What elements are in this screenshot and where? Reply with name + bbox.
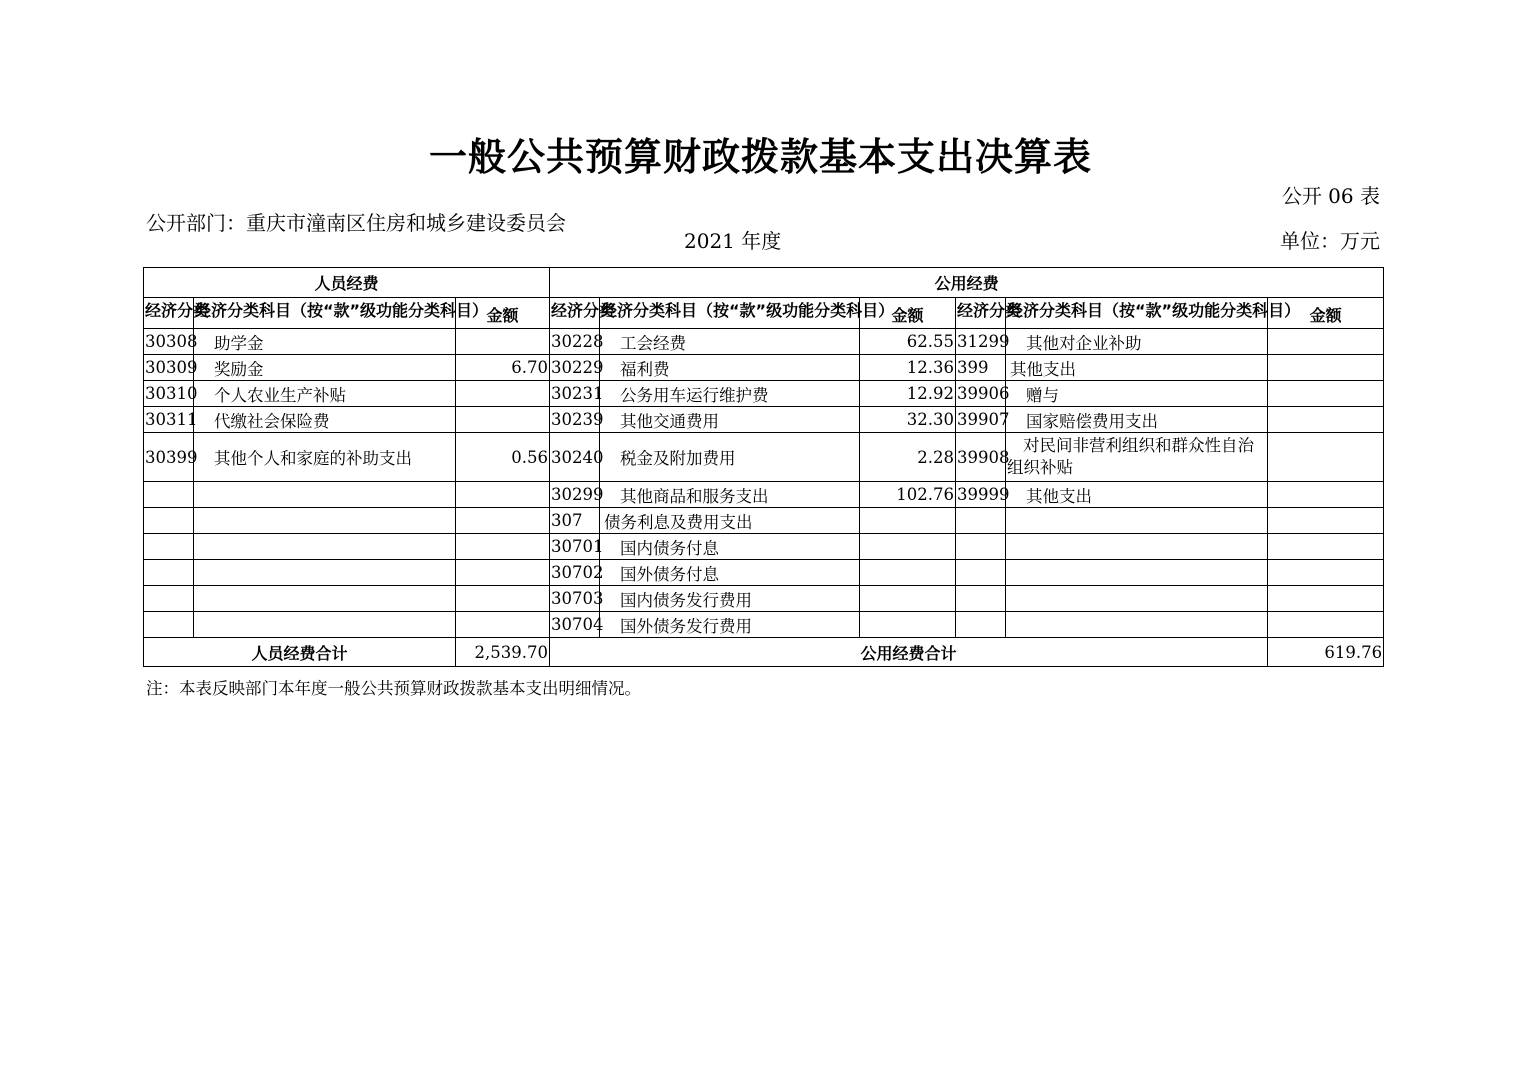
code-cell (144, 586, 194, 612)
code-cell (144, 612, 194, 638)
year-label: 2021 年度 (684, 229, 782, 253)
table-row (144, 612, 1384, 638)
unit-label: 单位：万元 (1280, 229, 1380, 253)
code-cell: 39908 (956, 433, 1006, 482)
public-total-label: 公用经费合计 (550, 638, 1268, 667)
name-cell: 国内债务发行费用 (600, 586, 860, 612)
name-cell (1006, 560, 1268, 586)
amount-cell (1268, 355, 1384, 381)
code-cell: 30701 (550, 534, 600, 560)
table-row (144, 508, 1384, 534)
table-row (144, 482, 1384, 508)
amount-cell: 6.70 (456, 355, 550, 381)
name-cell: 福利费 (600, 355, 860, 381)
code-cell (144, 534, 194, 560)
name-cell (1006, 586, 1268, 612)
page-title: 一般公共预算财政拨款基本支出决算表 (428, 135, 1092, 179)
column-header-code: 经济分类 (144, 298, 194, 329)
table-row (144, 355, 1384, 381)
amount-cell (860, 586, 956, 612)
amount-cell (456, 381, 550, 407)
amount-cell (1268, 329, 1384, 355)
totals-row (144, 638, 1384, 667)
table-row (144, 329, 1384, 355)
public-total-value: 619.76 (1268, 638, 1384, 667)
column-header-name: 经济分类科目（按“款”级功能分类科目） (1006, 298, 1268, 329)
name-cell (1006, 534, 1268, 560)
code-cell: 30228 (550, 329, 600, 355)
code-cell: 30309 (144, 355, 194, 381)
name-cell: 代缴社会保险费 (194, 407, 456, 433)
personnel-total-label: 人员经费合计 (144, 638, 456, 667)
code-cell: 30231 (550, 381, 600, 407)
name-cell: 其他交通费用 (600, 407, 860, 433)
column-header-amount: 金额 (456, 298, 550, 329)
name-cell (1006, 508, 1268, 534)
name-cell: 税金及附加费用 (600, 433, 860, 482)
amount-cell (1268, 508, 1384, 534)
personnel-total-value: 2,539.70 (456, 638, 550, 667)
amount-cell (1268, 433, 1384, 482)
code-cell: 30703 (550, 586, 600, 612)
code-cell: 39999 (956, 482, 1006, 508)
name-cell: 国家赔偿费用支出 (1006, 407, 1268, 433)
group-header-public: 公用经费 (550, 268, 1384, 298)
amount-cell (860, 560, 956, 586)
amount-cell: 0.56 (456, 433, 550, 482)
column-header-name: 经济分类科目（按“款”级功能分类科目） (600, 298, 860, 329)
amount-cell (456, 586, 550, 612)
code-cell: 39906 (956, 381, 1006, 407)
code-cell: 31299 (956, 329, 1006, 355)
column-header-code: 经济分类 (550, 298, 600, 329)
amount-cell (1268, 482, 1384, 508)
code-cell: 399 (956, 355, 1006, 381)
name-cell (194, 586, 456, 612)
name-cell: 公务用车运行维护费 (600, 381, 860, 407)
name-cell: 其他支出 (1006, 482, 1268, 508)
amount-cell (860, 508, 956, 534)
column-header-code: 经济分类 (956, 298, 1006, 329)
table-row (144, 586, 1384, 612)
code-cell: 30229 (550, 355, 600, 381)
name-cell: 个人农业生产补贴 (194, 381, 456, 407)
group-header-personnel: 人员经费 (144, 268, 550, 298)
form-number: 公开 06 表 (1281, 184, 1380, 208)
amount-cell (1268, 407, 1384, 433)
department-label: 公开部门：重庆市潼南区住房和城乡建设委员会 (146, 211, 566, 235)
code-cell: 30308 (144, 329, 194, 355)
code-cell (144, 508, 194, 534)
code-cell: 30310 (144, 381, 194, 407)
name-cell: 工会经费 (600, 329, 860, 355)
name-cell: 国内债务付息 (600, 534, 860, 560)
code-cell (956, 560, 1006, 586)
code-cell (956, 586, 1006, 612)
name-cell (194, 534, 456, 560)
name-cell: 其他支出 (1006, 355, 1268, 381)
column-header-name: 经济分类科目（按“款”级功能分类科目） (194, 298, 456, 329)
name-cell (194, 508, 456, 534)
amount-cell (1268, 381, 1384, 407)
name-cell: 奖励金 (194, 355, 456, 381)
amount-cell (456, 407, 550, 433)
name-cell (1006, 612, 1268, 638)
code-cell: 39907 (956, 407, 1006, 433)
amount-cell (860, 534, 956, 560)
amount-cell (456, 508, 550, 534)
amount-cell (860, 612, 956, 638)
name-cell: 其他对企业补助 (1006, 329, 1268, 355)
table-row (144, 534, 1384, 560)
column-header-amount: 金额 (860, 298, 956, 329)
name-cell (194, 560, 456, 586)
amount-cell (456, 612, 550, 638)
code-cell (956, 534, 1006, 560)
code-cell: 30239 (550, 407, 600, 433)
amount-cell (456, 482, 550, 508)
amount-cell: 102.76 (860, 482, 956, 508)
code-cell: 30311 (144, 407, 194, 433)
footnote: 注：本表反映部门本年度一般公共预算财政拨款基本支出明细情况。 (146, 679, 641, 698)
amount-cell: 62.55 (860, 329, 956, 355)
name-cell: 国外债务付息 (600, 560, 860, 586)
name-cell: 其他商品和服务支出 (600, 482, 860, 508)
table-row (144, 381, 1384, 407)
amount-cell: 2.28 (860, 433, 956, 482)
code-cell: 30399 (144, 433, 194, 482)
code-cell (956, 508, 1006, 534)
expenditure-table (143, 267, 1384, 667)
code-cell (144, 482, 194, 508)
code-cell: 30299 (550, 482, 600, 508)
name-cell: 助学金 (194, 329, 456, 355)
code-cell: 307 (550, 508, 600, 534)
name-cell (194, 482, 456, 508)
amount-cell (456, 560, 550, 586)
amount-cell: 12.36 (860, 355, 956, 381)
table-row (144, 433, 1384, 482)
amount-cell (456, 329, 550, 355)
code-cell: 30704 (550, 612, 600, 638)
code-cell: 30240 (550, 433, 600, 482)
code-cell: 30702 (550, 560, 600, 586)
amount-cell (1268, 612, 1384, 638)
amount-cell (1268, 586, 1384, 612)
name-cell: 赠与 (1006, 381, 1268, 407)
amount-cell (1268, 560, 1384, 586)
column-header-amount: 金额 (1268, 298, 1384, 329)
amount-cell (1268, 534, 1384, 560)
name-cell (194, 612, 456, 638)
table-row (144, 560, 1384, 586)
amount-cell (456, 534, 550, 560)
code-cell (144, 560, 194, 586)
code-cell (956, 612, 1006, 638)
name-cell: 国外债务发行费用 (600, 612, 860, 638)
amount-cell: 12.92 (860, 381, 956, 407)
name-cell: 对民间非营利组织和群众性自治组织补贴 (1006, 433, 1268, 482)
amount-cell: 32.30 (860, 407, 956, 433)
table-row (144, 407, 1384, 433)
name-cell: 其他个人和家庭的补助支出 (194, 433, 456, 482)
name-cell: 债务利息及费用支出 (600, 508, 860, 534)
